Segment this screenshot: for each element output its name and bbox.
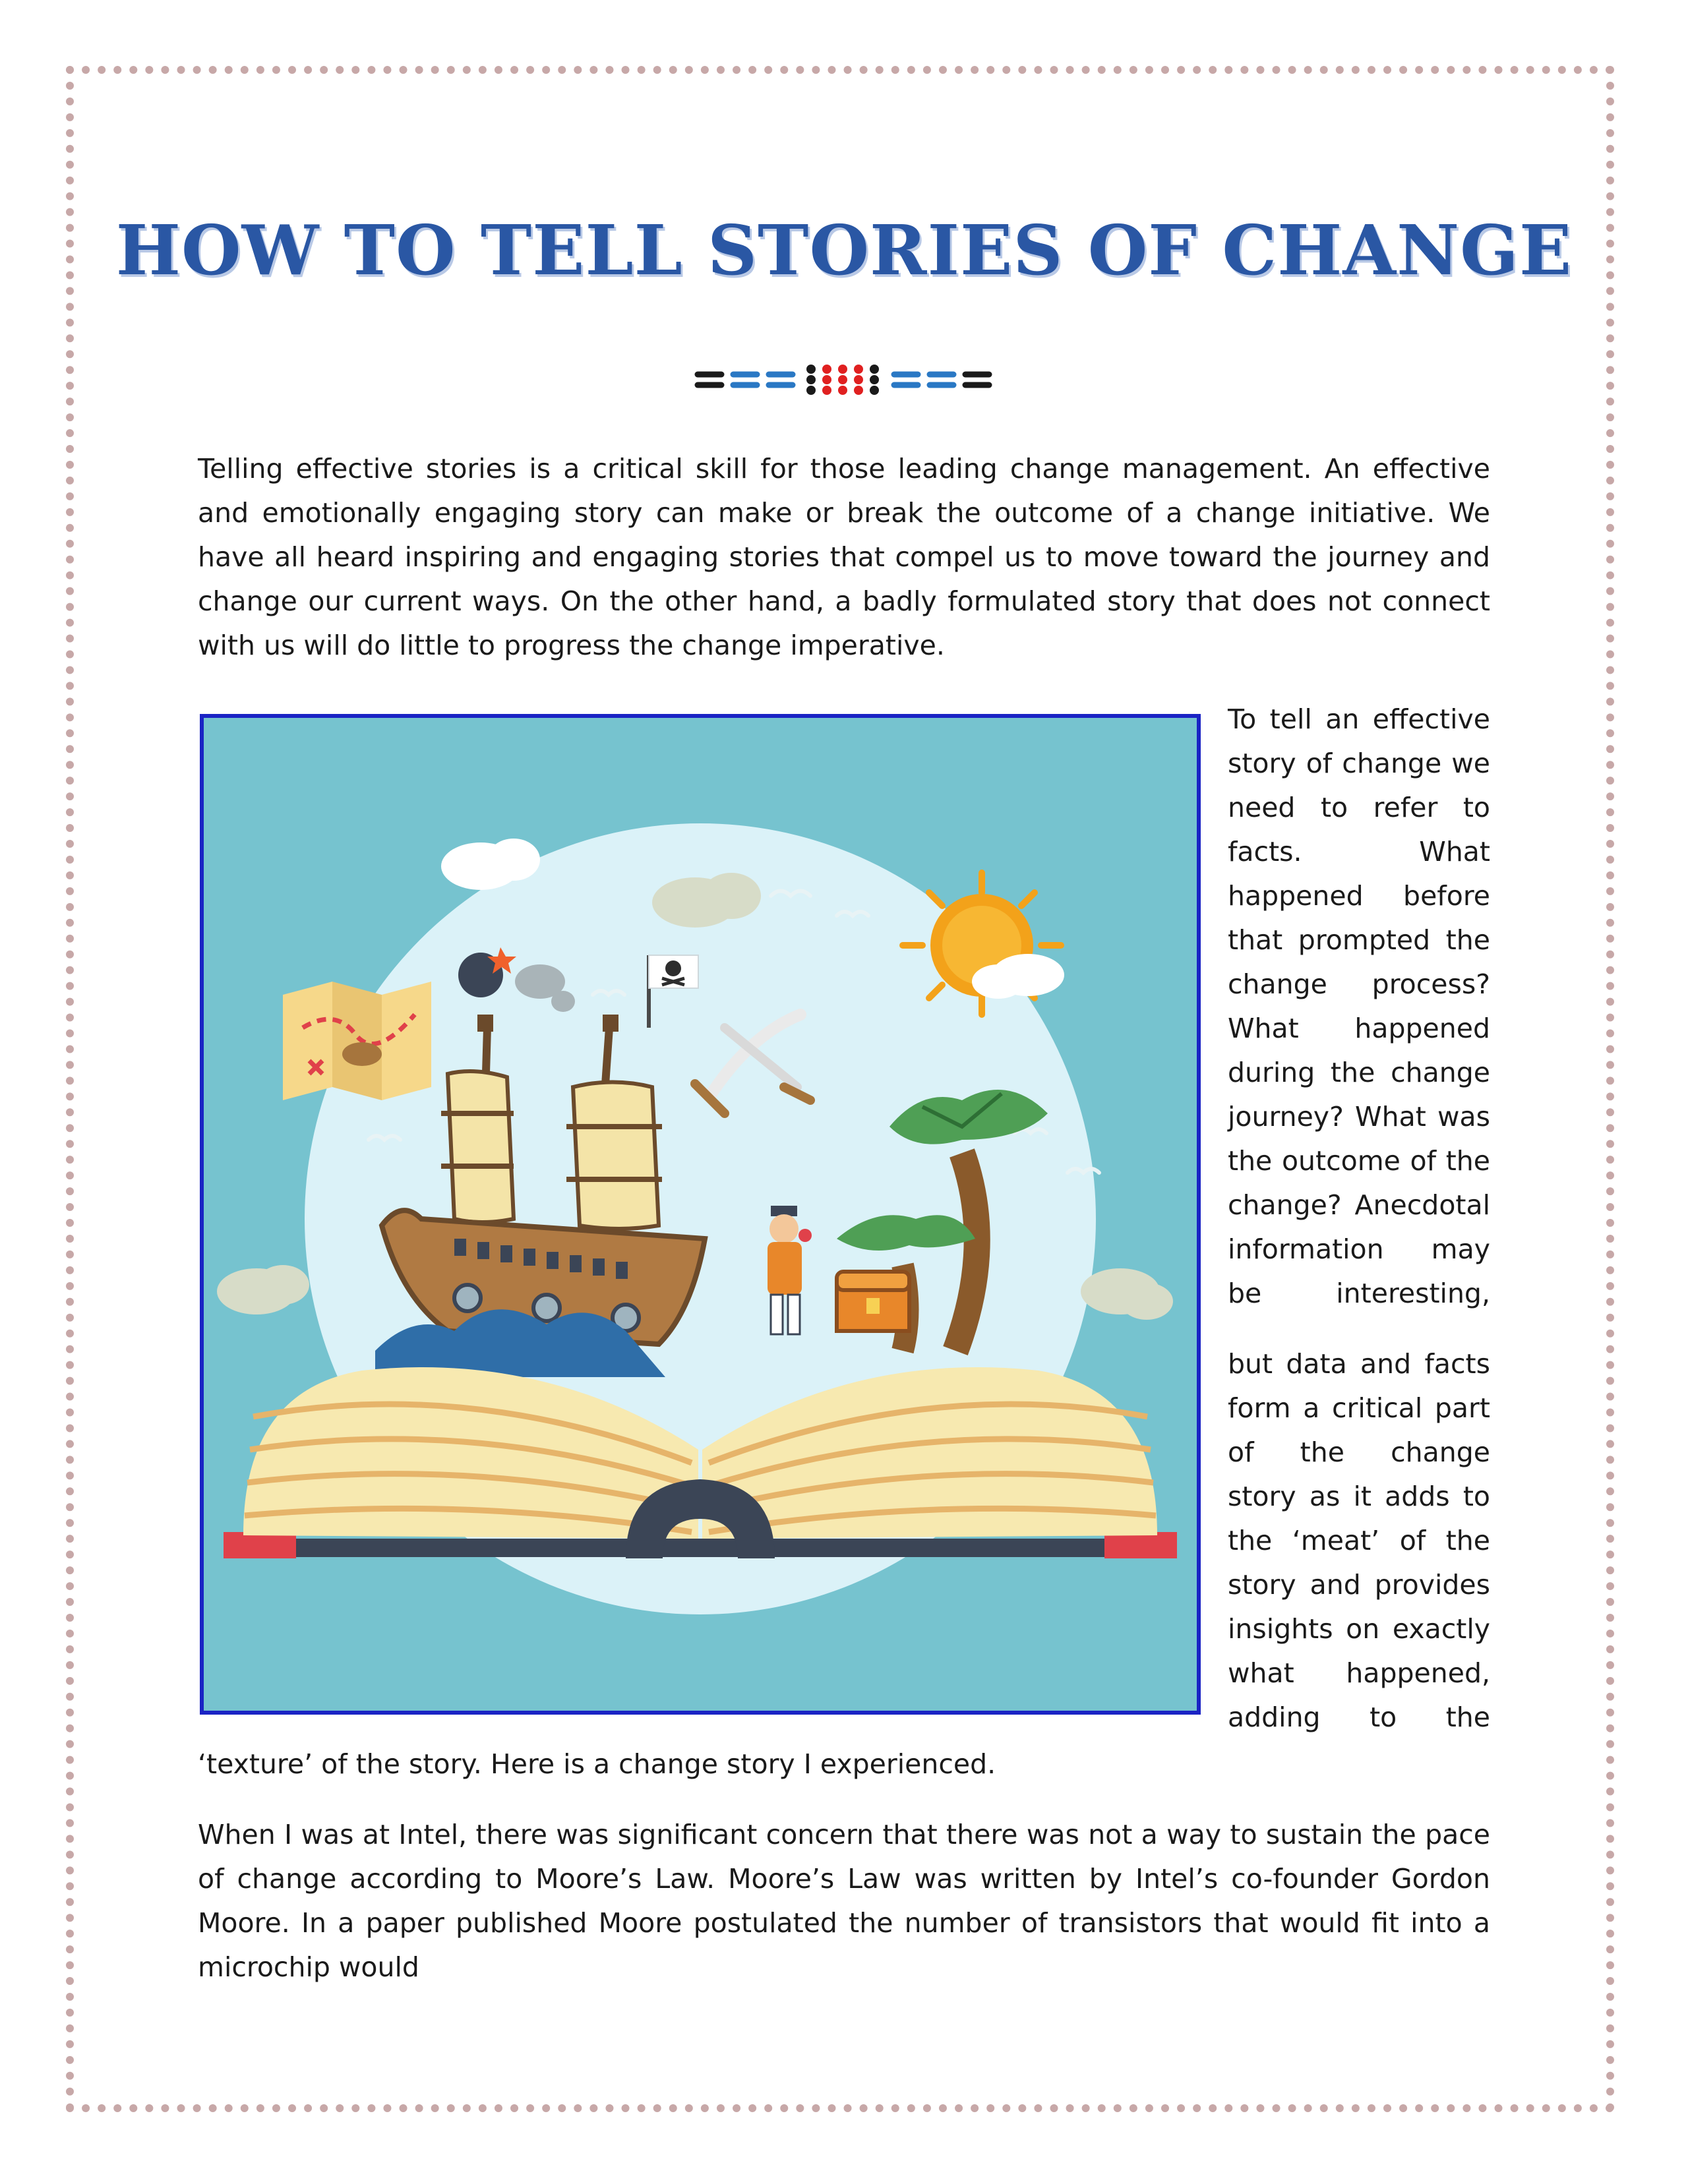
cloud-icon bbox=[217, 1265, 309, 1314]
treasure-chest-icon bbox=[837, 1272, 909, 1331]
intro-paragraph: Telling effective stories is a critical skill for those leading change management. An effective and emotionally engaging story can make or break the outcome of a change initiative. We have all heard inspiring and engaging stories that compel us to move toward the journey and change our current ways. On the other hand, a badly formulated story that does not connect with us will do little to progress the change imperative. bbox=[198, 453, 1490, 661]
page-title: HOW TO TELL STORIES OF CHANGE bbox=[115, 210, 1573, 291]
continuation-line: ‘texture’ of the story. Here is a change story I experienced. bbox=[198, 1748, 996, 1780]
divider-dots bbox=[806, 365, 879, 395]
side-text-column bbox=[1228, 697, 1490, 1740]
divider-dash-blue-left bbox=[733, 374, 793, 385]
intel-paragraph: When I was at Intel, there was significant concern that there was not a way to sustain the pace of change according to Moore’s Law. Moore’s Law was written by Intel’s co-founder Gordon Moore. In a paper published Moore postulated the number of transistors that would fit into a microchip would bbox=[198, 1819, 1490, 1983]
storybook-illustration bbox=[200, 714, 1201, 1715]
divider-dash-dark-right bbox=[965, 374, 989, 385]
treasure-map-icon bbox=[283, 982, 431, 1100]
side-paragraph-2: but data and facts form a critical part of the change story as it adds to the ‘meat’ of the story and provides insights on exactly what happened, adding to the bbox=[1228, 1348, 1490, 1733]
divider-dash-blue-right bbox=[894, 374, 953, 385]
cloud-icon bbox=[1081, 1268, 1173, 1320]
side-paragraph-1: To tell an effective story of change we need to refer to facts. What happened before that prompted the change process? What happened during the change journey? What was the outcome of the change? Anecdotal information may be interesting, bbox=[1228, 703, 1490, 1309]
decorative-divider bbox=[692, 361, 996, 398]
divider-dash-dark-left bbox=[698, 374, 721, 385]
